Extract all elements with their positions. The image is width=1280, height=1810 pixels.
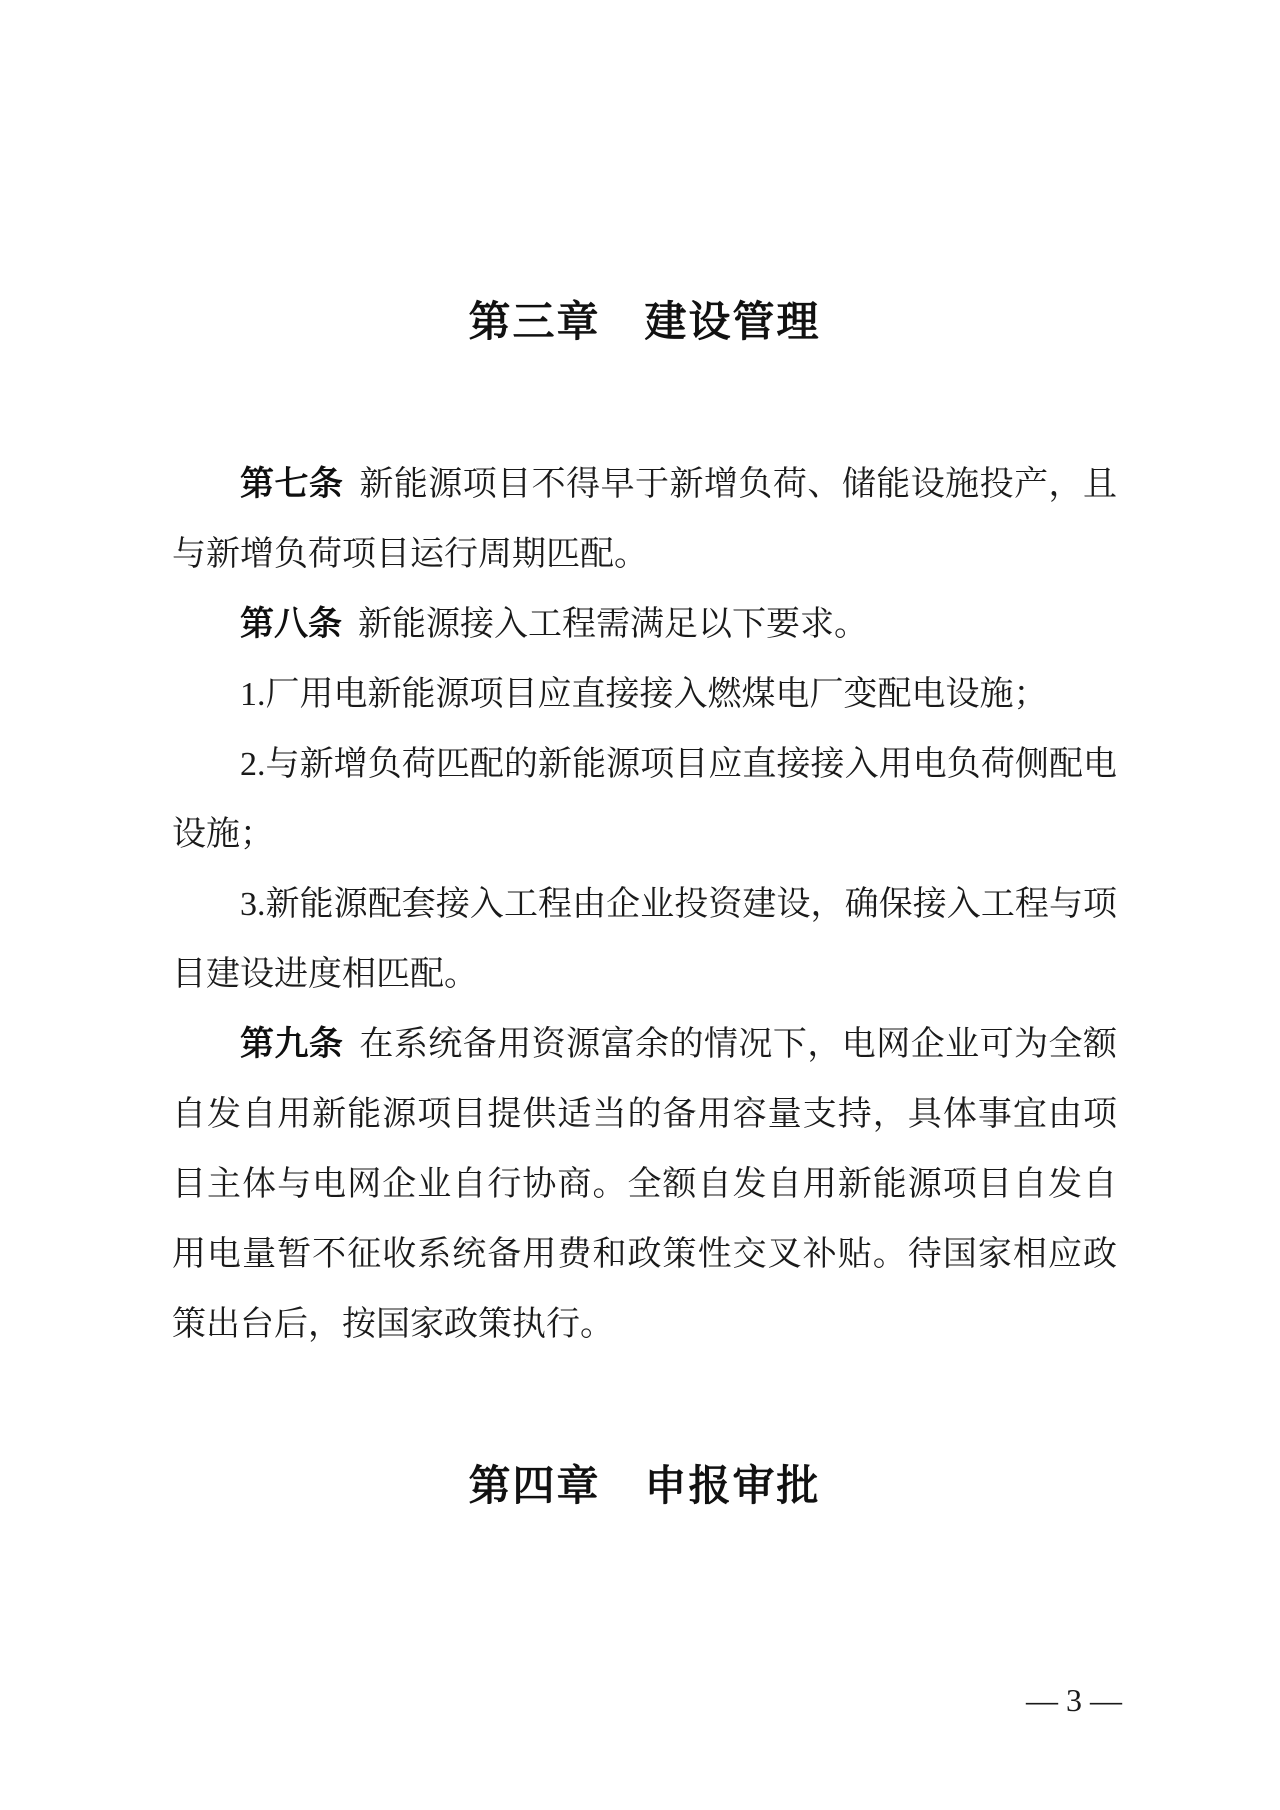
article-8-paragraph [172, 590, 1117, 660]
article-9-text: 在系统备用资源富余的情况下，电网企业可为全额自发自用新能源项目提供适当的备用容量支持，具体事宜由项目主体与电网企业自行协商。全额自发自用新能源项目自发自用电量暂不征收系统备用费和政策性交叉补贴。待国家相应政策出台后，按国家政策执行。 [172, 1026, 1117, 1343]
article-8-text: 新能源接入工程需满足以下要求。 [358, 606, 868, 643]
article-8-item-3-text: 3.新能源配套接入工程由企业投资建设，确保接入工程与项目建设进度相匹配。 [172, 886, 1117, 993]
chapter-3-heading: 第三章 建设管理 [468, 298, 821, 345]
article-9-paragraph [172, 1010, 1117, 1360]
article-7-paragraph [172, 450, 1117, 590]
document-content [172, 0, 1117, 1508]
article-8-item-3 [172, 870, 1117, 1010]
article-8-label: 第八条 [240, 606, 342, 643]
chapter-4-heading: 第四章 申报审批 [468, 1462, 821, 1509]
article-8-item-1-text: 1.厂用电新能源项目应直接接入燃煤电厂变配电设施； [240, 676, 1048, 713]
article-7-label: 第七条 [240, 466, 344, 503]
article-7-text: 新能源项目不得早于新增负荷、储能设施投产，且与新增负荷项目运行周期匹配。 [172, 466, 1117, 573]
article-8-item-1 [172, 660, 1117, 730]
article-9-label: 第九条 [240, 1026, 344, 1063]
article-8-item-2 [172, 730, 1117, 870]
article-8-item-2-text: 2.与新增负荷匹配的新能源项目应直接接入用电负荷侧配电设施； [172, 746, 1117, 853]
page-number: — 3 — [1026, 1682, 1122, 1718]
